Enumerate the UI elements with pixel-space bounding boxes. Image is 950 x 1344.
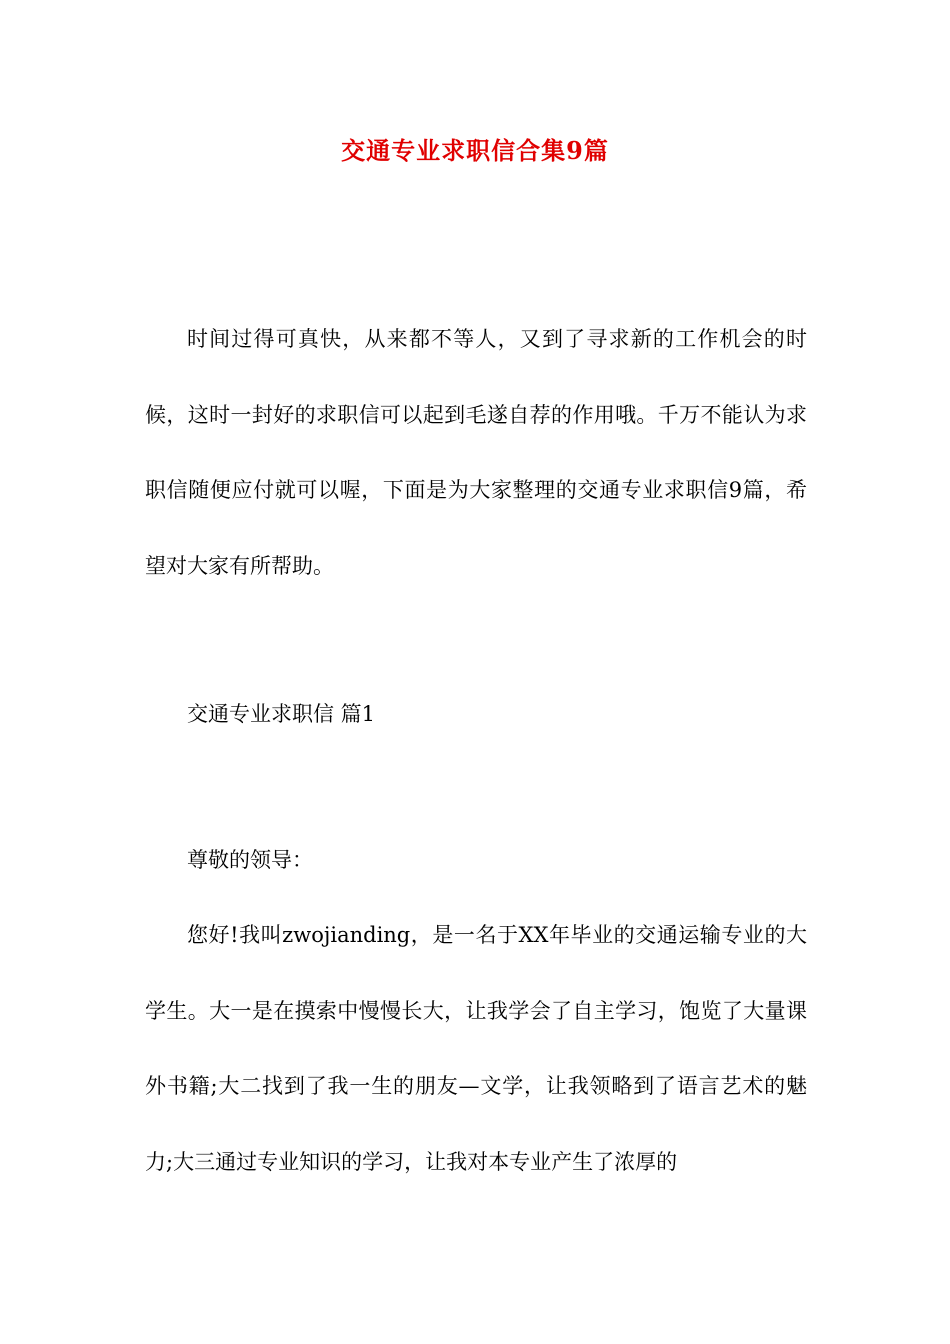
salutation: 尊敬的领导： [187, 848, 313, 872]
section-heading: 交通专业求职信 篇1 [187, 702, 376, 726]
body-paragraph: 您好!我叫zwojianding，是一名于XX年毕业的交通运输专业的大学生。大一是在摸索中慢慢长大，让我学会了自主学习，饱览了大量课外书籍;大二找到了我一生的朋友—文学，让我领略到了语言艺术的魅力;大三通过专业知识的学习，让我对本专业产生了浓厚的 [145, 923, 807, 1174]
document-title: 交通专业求职信合集9篇 [341, 136, 609, 165]
intro-paragraph: 时间过得可真快，从来都不等人，又到了寻求新的工作机会的时候，这时一封好的求职信可以起到毛遂自荐的作用哦。千万不能认为求职信随便应付就可以喔，下面是为大家整理的交通专业求职信9篇，希望对大家有所帮助。 [145, 327, 807, 578]
